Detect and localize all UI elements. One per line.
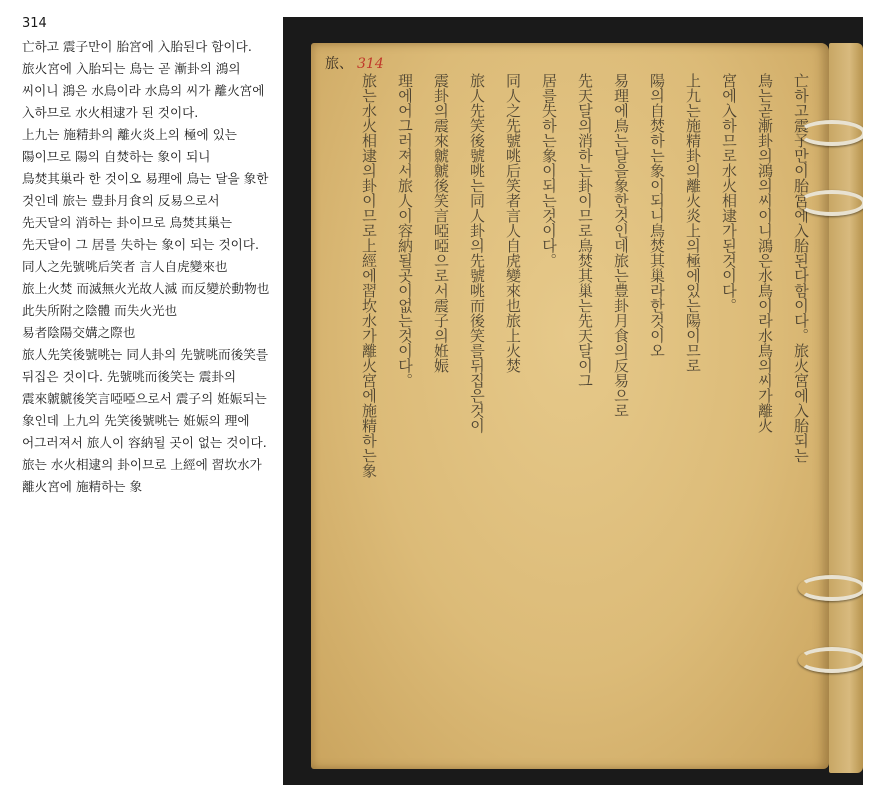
transcription-panel bbox=[22, 14, 272, 498]
manuscript-page bbox=[311, 43, 829, 769]
paragraph-4: 旅人先笑後號咷는 同人卦의 先號咷而後笑를 뒤집은 것이다. 先號咷而後笑는 震卦의 震來虩虩後笑言啞啞으로서 震子의 姙娠되는 象인데 上九의 先笑後號咷는 姙娠의 理에 어그러져서 旅人이 容納될 곳이 없는 것이다. bbox=[22, 347, 269, 450]
paragraph-3-hanmun: 同人之先號咷后笑者 言人自虎變來也 旅上火焚 而滅無火光故人滅 而反變於動物也 此失所附之陰體 而失火光也 易者陰陽交媾之際也 bbox=[22, 259, 270, 340]
handwritten-column: 旅人先笑後號咷는同人卦의先號咷而後笑를뒤집은것이 bbox=[468, 73, 486, 433]
binding-ring bbox=[798, 575, 863, 601]
page-number: 314 bbox=[22, 16, 47, 31]
handwritten-column: 先天달의消하는卦이므로鳥焚其巢는先天달이그 bbox=[576, 73, 594, 388]
manuscript-header-number: 314 bbox=[357, 56, 384, 72]
handwritten-column: 旅는水火相逮의卦이므로上經에習坎水가離火宮에施精하는象 bbox=[360, 73, 378, 478]
paragraph-1: 亡하고 震子만이 胎宮에 入胎된다 함이다. 旅火宮에 入胎되는 鳥는 곧 漸卦의 鴻의 씨이니 鴻은 水鳥이라 水鳥의 씨가 離火宮에 入하므로 水火相逮가 된 것이다. bbox=[22, 39, 265, 120]
handwritten-column: 同人之先號咷后笑者言人自虎變來也旅上火焚 bbox=[504, 73, 522, 373]
handwritten-column: 易理에鳥는달을象한것인데旅는豊卦月食의反易으로 bbox=[612, 73, 630, 418]
manuscript-header-label: 旅、 bbox=[325, 56, 353, 72]
binding-ring bbox=[798, 647, 863, 673]
handwritten-column: 陽의自焚하는象이되니鳥焚其巢라한것이오 bbox=[648, 73, 666, 358]
handwritten-column: 鳥는곧漸卦의鴻의씨이니鴻은水鳥이라水鳥의씨가離火 bbox=[756, 73, 774, 433]
paragraph-2: 上九는 施精卦의 離火炎上의 極에 있는 陽이므로 陽의 自焚하는 象이 되니 鳥焚其巢라 한 것이오 易理에 鳥는 달을 象한 것인데 旅는 豊卦月食의 反易으로서 先天달의 消하는 卦이므로 鳥焚其巢는 先天달이 그 居를 失하는 象이 되는 것이다. bbox=[22, 127, 269, 252]
paragraph-5: 旅는 水火相逮의 卦이므로 上經에 習坎水가 離火宮에 施精하는 象 bbox=[22, 457, 262, 494]
handwritten-column: 上九는施精卦의離火炎上의極에있는陽이므로 bbox=[684, 73, 702, 373]
binding-ring bbox=[798, 190, 863, 216]
binding-ring bbox=[798, 120, 863, 146]
handwritten-column: 亡하고震子만이胎宮에入胎된다함이다。旅火宮에入胎되는 bbox=[792, 73, 810, 463]
handwritten-column: 居를失하는象이되는것이다。 bbox=[540, 73, 558, 268]
handwritten-column: 宮에入하므로水火相逮가된것이다。 bbox=[720, 73, 738, 313]
manuscript-photo bbox=[283, 17, 863, 785]
handwritten-column: 震卦의震來虩虩後笑言啞啞으로서震子의姙娠 bbox=[432, 73, 450, 373]
manuscript-header bbox=[325, 53, 384, 73]
handwritten-column: 理에어그러져서旅人이容納될곳이없는것이다。 bbox=[396, 73, 414, 388]
